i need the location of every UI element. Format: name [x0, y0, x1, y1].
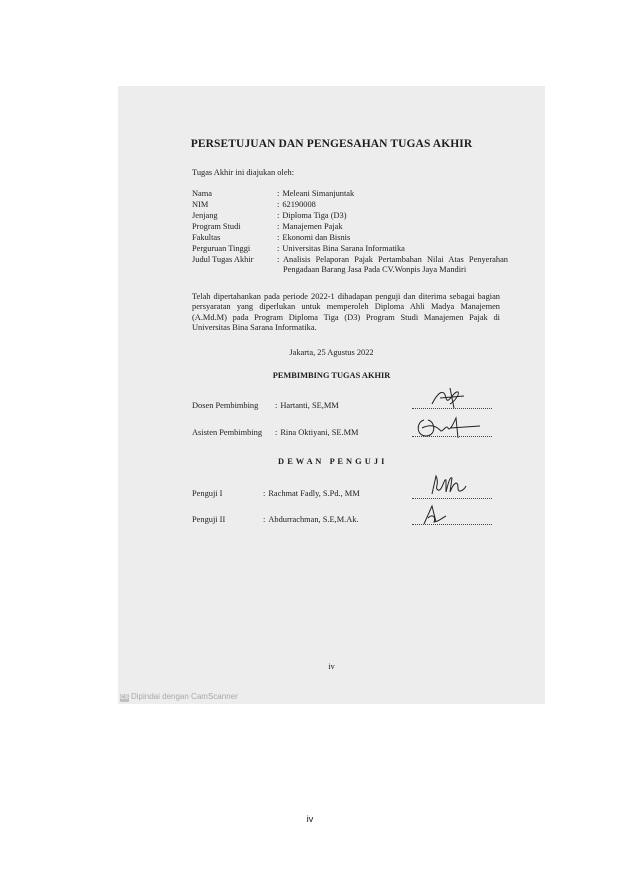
field-value-perguruan-tinggi: : Universitas Bina Sarana Informatika	[277, 244, 405, 253]
field-label-nama: Nama	[192, 189, 212, 198]
camscanner-watermark: CS Dipindai dengan CamScanner	[120, 692, 238, 701]
field-value-nim: : 62190008	[277, 200, 316, 209]
field-label-jenjang: Jenjang	[192, 211, 218, 220]
scanned-page	[118, 86, 545, 704]
penguji-label-1: Penguji I	[192, 489, 223, 498]
field-value-judul: Analisis Pelaporan Pajak Pertambahan Nilai Atas Penyerahan Pengadaan Barang Jasa Pada CV.Wonpis Jaya Mandiri	[283, 255, 508, 274]
pembimbing-value-dosen: : Hartanti, SE,MM	[275, 401, 339, 410]
field-label-nim: NIM	[192, 200, 209, 209]
field-colon-judul: :	[277, 255, 280, 264]
place-date: Jakarta, 25 Agustus 2022	[289, 348, 374, 357]
signature-line-penguji-2	[412, 524, 492, 525]
penguji-value-2: : Abdurrachman, S.E,M.Ak.	[263, 515, 359, 524]
penguji-label-2: Penguji II	[192, 515, 226, 524]
document-title: PERSETUJUAN DAN PENGESAHAN TUGAS AKHIR	[190, 138, 473, 150]
penguji-heading: D E W A N P E N G U J I	[278, 457, 385, 466]
approval-paragraph: Telah dipertahankan pada periode 2022-1 dihadapan penguji dan diterima sebagai bagian persyaratan yang diperlukan untuk memperoleh Diploma Ahli Madya Manajemen (A.Md.M) pada Program Diploma Tiga (D3) Program Studi Manajemen Pajak di Universitas Bina Sarana Informatika.	[192, 292, 500, 333]
signature-line-dosen	[412, 408, 492, 409]
camscanner-logo-icon: CS	[120, 695, 129, 701]
signature-penguji-1	[426, 470, 470, 500]
signature-line-asisten	[412, 436, 492, 437]
field-value-fakultas: : Ekonomi dan Bisnis	[277, 233, 351, 242]
field-label-perguruan-tinggi: Perguruan Tinggi	[192, 244, 251, 253]
intro-text: Tugas Akhir ini diajukan oleh:	[192, 168, 295, 177]
signature-dosen-pembimbing	[424, 384, 474, 410]
field-value-nama: : Meleani Simanjuntak	[277, 189, 355, 198]
pembimbing-heading: PEMBIMBING TUGAS AKHIR	[272, 371, 391, 380]
field-value-jenjang: : Diploma Tiga (D3)	[277, 211, 347, 220]
penguji-value-1: : Rachmat Fadly, S.Pd., MM	[263, 489, 360, 498]
field-label-fakultas: Fakultas	[192, 233, 221, 242]
signature-asisten-pembimbing	[414, 414, 484, 442]
pembimbing-value-asisten: : Rina Oktiyani, SE.MM	[275, 428, 359, 437]
signature-penguji-2	[420, 504, 450, 526]
pembimbing-label-asisten: Asisten Pembimbing	[192, 428, 263, 437]
page-number: iv	[306, 814, 314, 825]
pembimbing-label-dosen: Dosen Pembimbing	[192, 401, 259, 410]
field-label-judul: Judul Tugas Akhir	[192, 255, 254, 264]
scan-page-number: iv	[328, 662, 335, 671]
field-value-program-studi: : Manajemen Pajak	[277, 222, 343, 231]
field-label-program-studi: Program Studi	[192, 222, 241, 231]
signature-line-penguji-1	[412, 498, 492, 499]
